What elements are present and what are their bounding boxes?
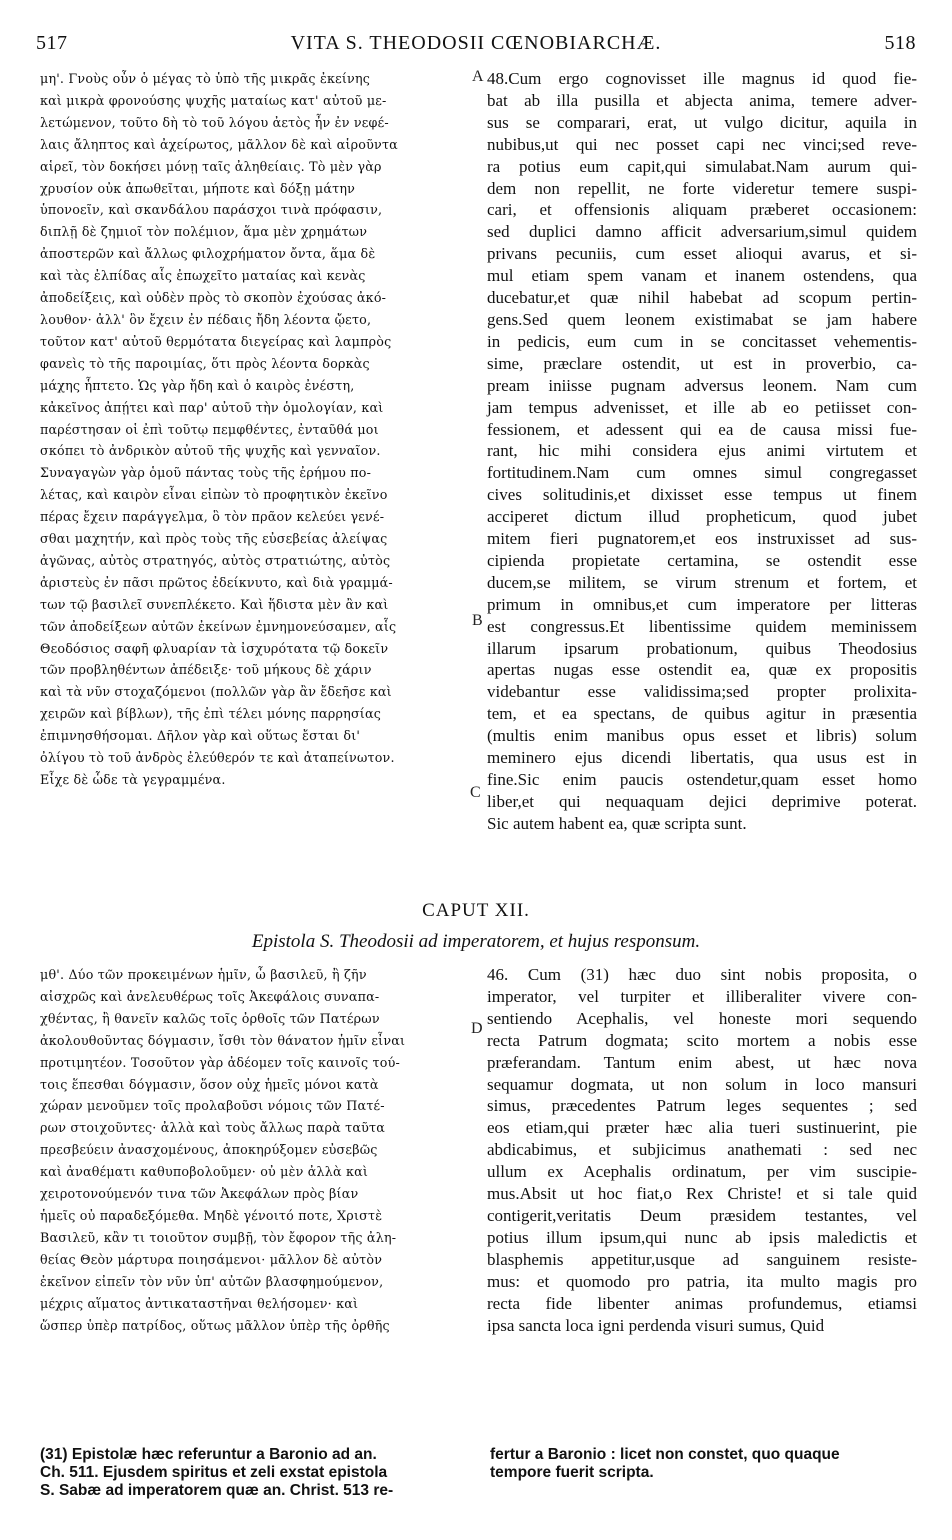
greek-text-line: κἀκεῖνος ἀπῄτει καὶ παρ' αὐτοῦ τὴν ὁμολογίαν, καὶ xyxy=(40,399,384,415)
latin-text-line: privans pecuniis, cum esset alioqui avarus, et si- xyxy=(487,244,917,264)
greek-text-line: μέχρις αἵματος ἀντικαταστῆναι θελήσομεν· καὶ xyxy=(40,1295,359,1311)
latin-column-1 xyxy=(487,68,917,835)
margin-marker-a: A xyxy=(472,68,484,85)
latin-text-line: recta fide libenter animas profundemus, etiamsi xyxy=(487,1293,917,1313)
greek-text-line: καὶ τὰ νῦν στοχαζόμενοι (πολλῶν γὰρ ἂν ἔδεῆσε καὶ xyxy=(40,684,392,700)
page-number-left: 517 xyxy=(36,32,68,54)
latin-text-line: mitem fieri pugnatorem,et eos instruxisset ad sus- xyxy=(487,529,917,549)
margin-marker-c: C xyxy=(470,784,481,801)
latin-text-line: 48.Cum ergo cognovisset ille magnus id quod fie- xyxy=(487,69,917,88)
footnote-line: (31) Epistolæ hæc referuntur a Baronio ad an. xyxy=(40,1446,377,1463)
greek-text-line: παρέστησαν οἱ ἐπὶ τοῦτῳ πεμφθέντες, ἐνταῦθά μοι xyxy=(40,421,379,437)
greek-text-line: ἀριστεὺς ἐν πᾶσι πρῶτος ἐδείκνυτο, καὶ διὰ γραμμά- xyxy=(40,574,393,590)
greek-text-line: αἱρεῖ, τὸν δοκήσει μόνῃ ταῖς ἀληθείαις. Τὸ μὲν γὰρ xyxy=(40,158,382,174)
latin-text-line: blasphemis appetitur,usque ad sanguinem resiste- xyxy=(487,1249,917,1269)
greek-text-line: χειροτονούμενόν τινα τῶν Ἀκεφάλων πρὸς βίαν xyxy=(40,1186,359,1202)
latin-text-line: bat ab illa pusilla et abjecta anima, temere adver- xyxy=(487,90,917,110)
latin-text-line: apertas nugas esse ostendit ea, quæ ex propositis xyxy=(487,660,917,680)
greek-text-line: ὑπονοεῖν, καὶ σκανδάλου παράσχοι τινὰ πρόφασιν, xyxy=(40,202,383,218)
greek-text-line: χώραν μενοῦμεν τοῖς προλαβοῦσι νόμοις τῶν Πατέ- xyxy=(40,1098,385,1114)
latin-text-line: sus se comparari, erat, ut vulgo dicitur, aquila in xyxy=(487,112,917,132)
greek-text-line: σκόπει τὸ ἀνδρικὸν αὐτοῦ τῆς ψυχῆς καὶ γενναῖον. xyxy=(40,443,381,459)
latin-text-line: simus, præcedentes Patrum leges sequentes ; sed xyxy=(487,1096,917,1116)
latin-text-line: tem, et ea spectans, de quibus agitur in præsentia xyxy=(487,704,917,724)
page-header xyxy=(36,32,916,62)
greek-text-line: ἀποδείξεις, καὶ οὐδὲν πρὸς τὸ σκοπὸν ἐχούσας ἀκό- xyxy=(40,290,387,306)
greek-text-line: ἀκολουθοῦντας δόγμασιν, ἴσθι τὸν θάνατον ἡμῖν εἶναι xyxy=(40,1032,406,1048)
latin-text-line: ullum ex Acephalis ordinatum, per vim suscipie- xyxy=(487,1162,917,1182)
margin-marker-d: D xyxy=(471,1020,483,1037)
footnote-left xyxy=(40,1446,470,1500)
latin-text-line: est congressus.Et libentissime quidem meminissem xyxy=(487,616,917,636)
greek-text-line: χρυσίον οὐκ ἀπωθεῖται, μήποτε καὶ δόξῃ μάτην xyxy=(40,180,356,196)
latin-text-line: potius illum ipsum,qui nunc ab ipsis maledictis et xyxy=(487,1227,917,1247)
greek-text-line: σθαι μαχητήν, καὶ πρὸς τοὺς τῆς εὐσεβείας ἀλείψας xyxy=(40,531,388,547)
greek-column-1 xyxy=(40,68,470,791)
latin-text-line: primum in omnibus,et cum imperatore per litteras xyxy=(487,594,917,614)
chapter-subtitle: Epistola S. Theodosii ad imperatorem, et hujus responsum. xyxy=(251,931,701,952)
greek-text-line: Συναγαγὼν γὰρ ὁμοῦ πάντας τοὺς τῆς ἐρήμου πο- xyxy=(40,465,372,481)
greek-text-line: καὶ μικρὰ φρονούσης ψυχῆς ματαίως κατ' αὐτοῦ με- xyxy=(40,92,387,108)
latin-text-line: mus.Absit ut hoc fiat,o Rex Christe! et si tale quid xyxy=(487,1184,917,1204)
greek-text-line: λαις ἄληπτος καὶ ἀχείρωτος, μᾶλλον δὲ καὶ αἱροῦντα xyxy=(40,136,398,152)
latin-text-line: liber,et qui nequaquam dejici deprimive poterat. xyxy=(487,791,917,811)
running-title: VITA S. THEODOSII CŒNOBIARCHÆ. xyxy=(290,32,662,54)
latin-text-line: contigerit,veritatis Deum præsidem testantes, vel xyxy=(487,1205,917,1225)
greek-text-line: τοις ἕπεσθαι δόγμασιν, ὅσον οὐχ ἡμεῖς μόνοι κατὰ xyxy=(40,1076,379,1092)
latin-text-line: ducem,se militem, se virum strenum et fortem, et xyxy=(487,572,917,592)
latin-text-line: pream iniisse pugnam adversus leonem. Nam cum xyxy=(487,375,917,395)
latin-text-line: recta Patrum dogmata; scito mortem a nobis esse xyxy=(487,1030,917,1050)
greek-text-line: ὀλίγου τὸ τοῦ ἀνδρὸς ἐλεύθερόν τε καὶ ἀταπείνωτον. xyxy=(40,750,395,766)
footnote-right xyxy=(490,1446,920,1482)
greek-text-line: ὥσπερ ὑπὲρ πατρίδος, οὕτως μᾶλλον ὑπὲρ τῆς ὀρθῆς xyxy=(40,1317,390,1333)
footnote-line: tempore fuerit scripta. xyxy=(490,1464,654,1481)
greek-text-line: αἰσχρῶς καὶ ἀνελευθέρως τοῖς Ἀκεφάλοις συναπα- xyxy=(40,988,380,1004)
latin-text-line: abdicabimus, et subjicimus anathemati : sed nec xyxy=(487,1140,917,1160)
chapter-heading: CAPUT XII. xyxy=(422,900,530,921)
greek-text-line: τῶν προβληθέντων ἀπέδειξε· τοῦ μήκους δὲ χάριν xyxy=(40,662,372,678)
latin-text-line: eos etiam,qui præter hæc alia tueri sustinuerint, pie xyxy=(487,1118,917,1138)
latin-text-line: nubibus,ut qui nec posset capi nec vinci;sed reve- xyxy=(487,134,917,154)
greek-text-line: καὶ τὰς ἐλπίδας αἷς ἐπωχεῖτο ματαίας καὶ κενὰς xyxy=(40,268,366,284)
greek-text-line: ρων στοιχοῦντες· ἀλλὰ καὶ τοὺς ἄλλως παρὰ ταῦτα xyxy=(40,1120,386,1136)
greek-text-line: τοῦτον κατ' αὐτοῦ θερμότατα διεγείρας καὶ λαμπρὸς xyxy=(40,333,392,349)
greek-text-line: πέρας ἔχειν παράγγελμα, ὃ τὸν πρᾶον κελεύει γενέ- xyxy=(40,509,385,525)
greek-text-line: διπλῇ δὲ ζημιοῖ τὸν πολέμιον, ἅμα μὲν χρημάτων xyxy=(40,224,368,240)
latin-text-line: meminero ejus dicendi libertatis, qua usus est in xyxy=(487,748,917,768)
footnote-line: fertur a Baronio : licet non constet, quo quaque xyxy=(490,1446,840,1463)
greek-text-line: θείας Θεὸν μάρτυρα ποιησάμενοι· μᾶλλον δὲ αὐτὸν xyxy=(40,1251,383,1267)
greek-text-line: φανεὶς τὸ τῆς παροιμίας, ὅτι πρὸς λέοντα δορκὰς xyxy=(40,355,370,371)
latin-text-line: sequamur dogmata, ut non solum in loco mansuri xyxy=(487,1074,917,1094)
greek-text-line: ἐπιμνησθήσομαι. Δῆλον γὰρ καὶ οὕτως ἔσται δι' xyxy=(40,728,361,744)
latin-text-line: fessionem, et adessent qui ea de causa missi fue- xyxy=(487,419,917,439)
greek-text-line: των τῷ βασιλεῖ συνεπλέκετο. Καὶ ἥδιστα μὲν ἂν καὶ xyxy=(40,596,389,612)
latin-text-line: fine.Sic enim paucis ostendetur,quam esset homo xyxy=(487,770,917,789)
greek-text-line: λετώμενον, τοῦτο δὴ τὸ τοῦ λόγου ἀετὸς ἦν ἐν νεφέ- xyxy=(40,114,389,130)
latin-text-line: sed duplici damno afficit adversarium,simul quidem xyxy=(487,222,917,242)
latin-text-line: præferandam. Tantum enim abest, ut hæc nova xyxy=(487,1052,917,1072)
latin-text-line: sime, præclare ostendit, ut est in proverbio, ca- xyxy=(487,353,917,373)
latin-text-line: in pedicis, eum cum in se concitasset vehementis- xyxy=(487,331,917,351)
greek-text-line: ἡμεῖς οὐ παραδεξόμεθα. Μηδὲ γένοιτό ποτε, Χριστὲ xyxy=(40,1207,383,1223)
latin-text-line: ra potius eum capit,qui simulabat.Nam aurum qui- xyxy=(487,156,917,176)
latin-text-line: cari, et offensionis aliquam præberet occasionem: xyxy=(487,200,917,220)
greek-text-line: καὶ ἀναθέματι καθυποβολοῦμεν· οὐ μὲν ἀλλὰ καὶ xyxy=(40,1164,369,1180)
greek-text-line: τῶν ἀποδείξεων αὐτῶν ἐκείνων ἐμνημονεύσαμεν, αἷς xyxy=(40,618,397,634)
greek-text-line: προτιμητέον. Τοσοῦτον γὰρ ἀδέομεν τοῖς καινοῖς τού- xyxy=(40,1054,400,1070)
latin-text-line: jam tempus advenisset, et ille ab eo petiisset con- xyxy=(487,397,917,417)
latin-text-line: imperator, vel turpiter et illiberaliter vivere con- xyxy=(487,986,917,1006)
latin-text-line: dem non repellit, ne forte videretur temere suspi- xyxy=(487,178,917,198)
latin-text-line: mus: et quomodo pro patria, ita multo magis pro xyxy=(487,1271,917,1291)
latin-text-line: illarum ipsarum probationum, quibus Theodosius xyxy=(487,638,917,658)
footnote-line: S. Sabæ ad imperatorem quæ an. Christ. 513 re- xyxy=(40,1482,394,1499)
latin-text-line: Sic autem habent ea, quæ scripta sunt. xyxy=(487,813,747,833)
latin-text-line: gens.Sed quem leonem existimabat se jam habere xyxy=(487,309,917,329)
latin-text-line: 46. Cum (31) hæc duo sint nobis proposita, o xyxy=(487,965,917,984)
greek-text-line: μάχης ἧπτετο. Ὡς γὰρ ἤδη καὶ ὁ καιρὸς ἐνέστη, xyxy=(40,377,355,393)
greek-text-line: ἀποστερῶν καὶ ἄλλως φιλοχρήματον ὄντα, ἅμα δὲ xyxy=(40,246,376,262)
greek-text-line: μθ'. Δύο τῶν προκειμένων ἡμῖν, ὦ βασιλεῦ, ἢ ζῆν xyxy=(40,967,367,982)
latin-text-line: ipsa sancta loca igni perdenda visuri sumus, Quid xyxy=(487,1315,825,1335)
latin-text-line: cives solitudinis,et dixisset esse tempus ut finem xyxy=(487,485,917,505)
latin-text-line: (multis enim manibus opus esset et libris) solum xyxy=(487,726,917,746)
latin-text-line: ducebatur,et quæ nihil habebat ad scopum pertin- xyxy=(487,288,917,308)
latin-text-line: fortitudinem.Nam cum omnes simul congregasset xyxy=(487,463,917,483)
greek-text-line: ἐκεῖνον εἰπεῖν τὸν νῦν ὑπ' αὐτῶν βλασφημούμενον, xyxy=(40,1273,384,1289)
greek-text-line: χθέντας, ἢ θανεῖν καλῶς τοῖς ὀρθοῖς τῶν Πατέρων xyxy=(40,1010,380,1026)
latin-text-line: cipienda propietate certamina, se ostendit esse xyxy=(487,550,917,570)
greek-text-line: πρεσβεύειν ἀνασχομένους, ἀποκηρύξομεν εὐσεβῶς xyxy=(40,1142,378,1158)
greek-text-line: Εἶχε δὲ ὧδε τὰ γεγραμμένα. xyxy=(40,772,226,787)
page-number-right: 518 xyxy=(884,32,916,54)
greek-column-2 xyxy=(40,964,470,1336)
latin-column-2 xyxy=(487,964,917,1336)
footnote-line: Ch. 511. Ejusdem spiritus et zeli exstat epistola xyxy=(40,1464,388,1481)
greek-text-line: Θεοδόσιος σαφῆ φλυαρίαν τὰ ἰσχυρότατα τῷ δοκεῖν xyxy=(40,640,389,656)
greek-text-line: ἀγῶνας, αὐτὸς στρατηγός, αὐτὸς στρατιώτης, αὐτὸς xyxy=(40,552,391,568)
latin-text-line: videbantur esse validissima;sed propter prolixita- xyxy=(487,682,917,702)
greek-text-line: λουθον· ἀλλ' ὃν ἔχειν ἐν πέδαις ἤδη λέοντα ᾤετο, xyxy=(40,311,372,327)
greek-text-line: χειρῶν καὶ βίβλων), τῆς ἐπὶ τέλει μόνης παρρησίας xyxy=(40,706,382,722)
latin-text-line: mul etiam spem vanam et inanem ostendens, qua xyxy=(487,266,917,286)
latin-text-line: acciperet dictum illud propheticum, quod jubet xyxy=(487,507,917,527)
greek-text-line: Βασιλεῦ, κἂν τι τοιοῦτον συμβῇ, τὸν ἔφορον τῆς ἀλη- xyxy=(40,1229,397,1245)
latin-text-line: rant, hic mihi considera ejus animi virtutem et xyxy=(487,441,917,461)
margin-marker-b: B xyxy=(472,612,483,629)
greek-text-line: λέτας, καὶ καιρὸν εἶναι εἰπὼν τὸ προφητικὸν ἐκεῖνο xyxy=(40,487,388,503)
latin-text-line: sentiendo Acephalis, vel honeste mori sequendo xyxy=(487,1008,917,1028)
greek-text-line: μη'. Γνοὺς οὖν ὁ μέγας τὸ ὑπὸ τῆς μικρᾶς ἐκείνης xyxy=(40,71,371,86)
